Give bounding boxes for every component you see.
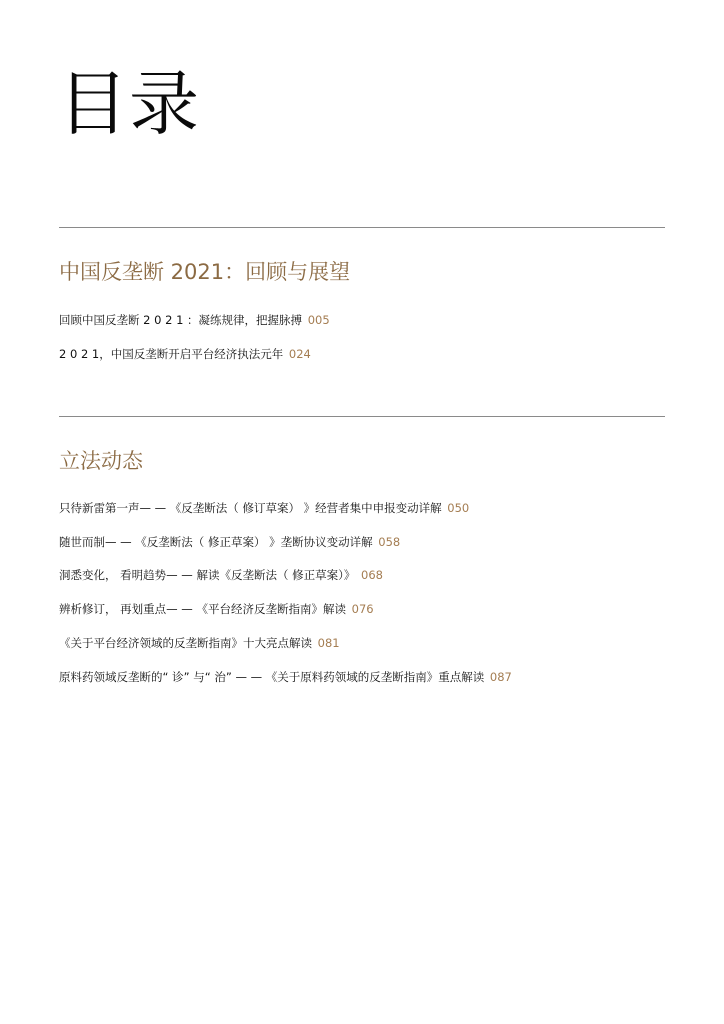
toc-entry[interactable] (59, 500, 469, 516)
toc-entry[interactable] (59, 534, 400, 550)
toc-entry-title: 《关于平台经济领域的反垄断指南》十大亮点解读 (59, 636, 312, 650)
section-divider (59, 416, 665, 417)
toc-entry[interactable] (59, 635, 340, 651)
toc-entry-page-number: 050 (447, 501, 470, 515)
toc-entry[interactable] (59, 601, 374, 617)
toc-entry-page-number: 024 (288, 347, 311, 361)
toc-entry-title: 原料药领域反垄断的“ 诊” 与“ 治” — — 《关于原料药领域的反垄断指南》重点解读 (59, 670, 485, 684)
toc-entry-page-number: 068 (361, 568, 383, 582)
page-title: 目录 (58, 63, 200, 145)
toc-entry-page-number: 081 (317, 636, 340, 650)
toc-entry-title: 洞悉变化， 看明趋势— — 解读《反垄断法（ 修正草案）》 (59, 568, 356, 582)
toc-entry-page-number: 005 (307, 313, 330, 327)
toc-entry[interactable] (59, 346, 311, 362)
toc-entry-page-number: 087 (489, 670, 512, 684)
toc-entry[interactable] (59, 669, 512, 685)
toc-entry-title: 2 0 2 1，中国反垄断开启平台经济执法元年 (59, 347, 284, 361)
section-heading: 中国反垄断 2021：回顾与展望 (59, 260, 351, 284)
section-divider (59, 227, 665, 228)
toc-entry-title: 只待新雷第一声— — 《反垄断法（ 修订草案） 》经营者集中申报变动详解 (59, 501, 442, 515)
toc-entry[interactable] (59, 312, 330, 328)
toc-entry-title: 回顾中国反垄断 2 0 2 1 ：凝练规律，把握脉搏 (59, 313, 303, 327)
toc-entry-title: 随世而制— — 《反垄断法（ 修正草案） 》垄断协议变动详解 (59, 535, 373, 549)
section-heading: 立法动态 (59, 449, 143, 473)
toc-entry-page-number: 058 (378, 535, 401, 549)
toc-entry[interactable] (59, 567, 383, 583)
toc-entry-page-number: 076 (351, 602, 374, 616)
toc-entry-title: 辨析修订， 再划重点— — 《平台经济反垄断指南》解读 (59, 602, 346, 616)
